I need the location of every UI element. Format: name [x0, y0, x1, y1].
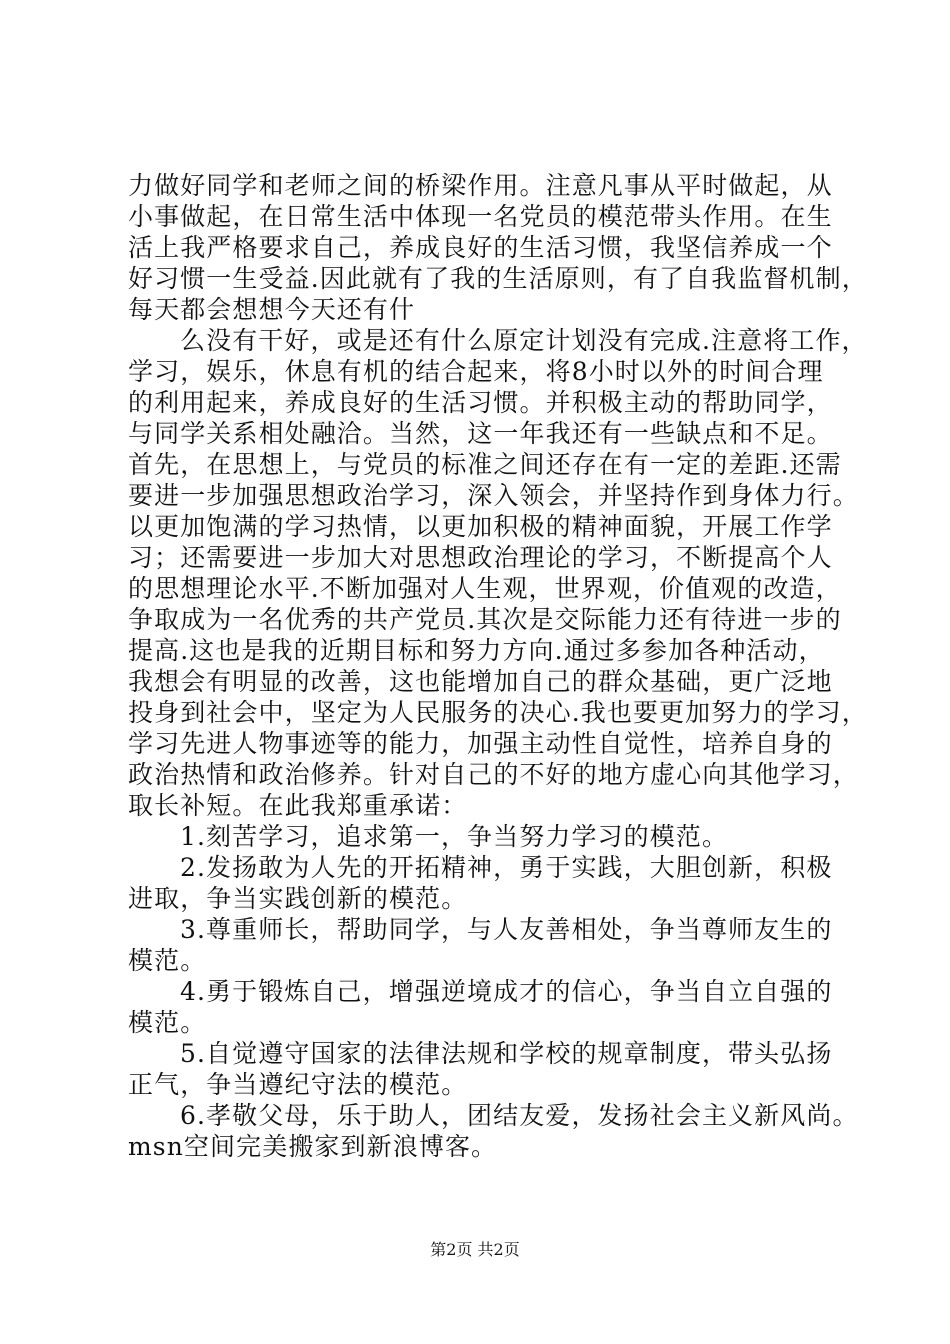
page-number-footer: 第2页 共2页 [430, 1240, 520, 1259]
text-line: 每天都会想想今天还有什 [128, 295, 416, 324]
pledge-item: 4.勇于锻炼自己，增强逆境成才的信心，争当自立自强的 [180, 977, 833, 1006]
text-line: 力做好同学和老师之间的桥梁作用。注意凡事从平时做起，从 [128, 171, 833, 200]
text-line: 以更加饱满的学习热情，以更加积极的精神面貌，开展工作学 [128, 512, 833, 541]
text-line: 与同学关系相处融洽。当然，这一年我还有一些缺点和不足。 [128, 419, 833, 448]
text-line: 要进一步加强思想政治学习，深入领会，并坚持作到身体力行。 [128, 481, 859, 510]
text-line: 学习先进人物事迹等的能力，加强主动性自觉性，培养自身的 [128, 729, 833, 758]
text-line: 么没有干好，或是还有什么原定计划没有完成.注意将工作， [180, 326, 868, 355]
text-line: 我想会有明显的改善，这也能增加自己的群众基础，更广泛地 [128, 667, 833, 696]
pledge-item: 5.自觉遵守国家的法律法规和学校的规章制度，带头弘扬 [180, 1039, 833, 1068]
text-line: 进取，争当实践创新的模范。 [128, 884, 468, 913]
text-line: 取长补短。在此我郑重承诺： [128, 791, 468, 820]
text-line: 好习惯一生受益.因此就有了我的生活原则，有了自我监督机制， [128, 264, 868, 293]
text-line: 正气，争当遵纪守法的模范。 [128, 1070, 468, 1099]
text-line: msn空间完美搬家到新浪博客。 [128, 1132, 498, 1161]
pledge-item: 6.孝敬父母，乐于助人，团结友爱，发扬社会主义新风尚。 [180, 1101, 859, 1130]
pledge-item: 1.刻苦学习，追求第一，争当努力学习的模范。 [180, 822, 729, 851]
text-line: 提高.这也是我的近期目标和努力方向.通过多参加各种活动， [128, 636, 825, 665]
text-line: 习；还需要进一步加大对思想政治理论的学习，不断提高个人 [128, 543, 833, 572]
document-body [128, 170, 868, 1162]
text-line: 小事做起，在日常生活中体现一名党员的模范带头作用。在生 [128, 202, 833, 231]
text-line: 政治热情和政治修养。针对自己的不好的地方虚心向其他学习， [128, 760, 859, 789]
text-line: 学习，娱乐，休息有机的结合起来，将8小时以外的时间合理 [128, 357, 824, 386]
text-line: 争取成为一名优秀的共产党员.其次是交际能力还有待进一步的 [128, 605, 842, 634]
text-line: 活上我严格要求自己，养成良好的生活习惯，我坚信养成一个 [128, 233, 833, 262]
text-line: 模范。 [128, 946, 207, 975]
text-line: 投身到社会中，坚定为人民服务的决心.我也要更加努力的学习， [128, 698, 868, 727]
pledge-item: 2.发扬敢为人先的开拓精神，勇于实践，大胆创新，积极 [180, 853, 833, 882]
text-line: 首先，在思想上，与党员的标准之间还存在有一定的差距.还需 [128, 450, 842, 479]
text-line: 模范。 [128, 1008, 207, 1037]
text-line: 的利用起来，养成良好的生活习惯。并积极主动的帮助同学， [128, 388, 833, 417]
pledge-item: 3.尊重师长，帮助同学，与人友善相处，争当尊师友生的 [180, 915, 833, 944]
text-line: 的思想理论水平.不断加强对人生观，世界观，价值观的改造， [128, 574, 842, 603]
